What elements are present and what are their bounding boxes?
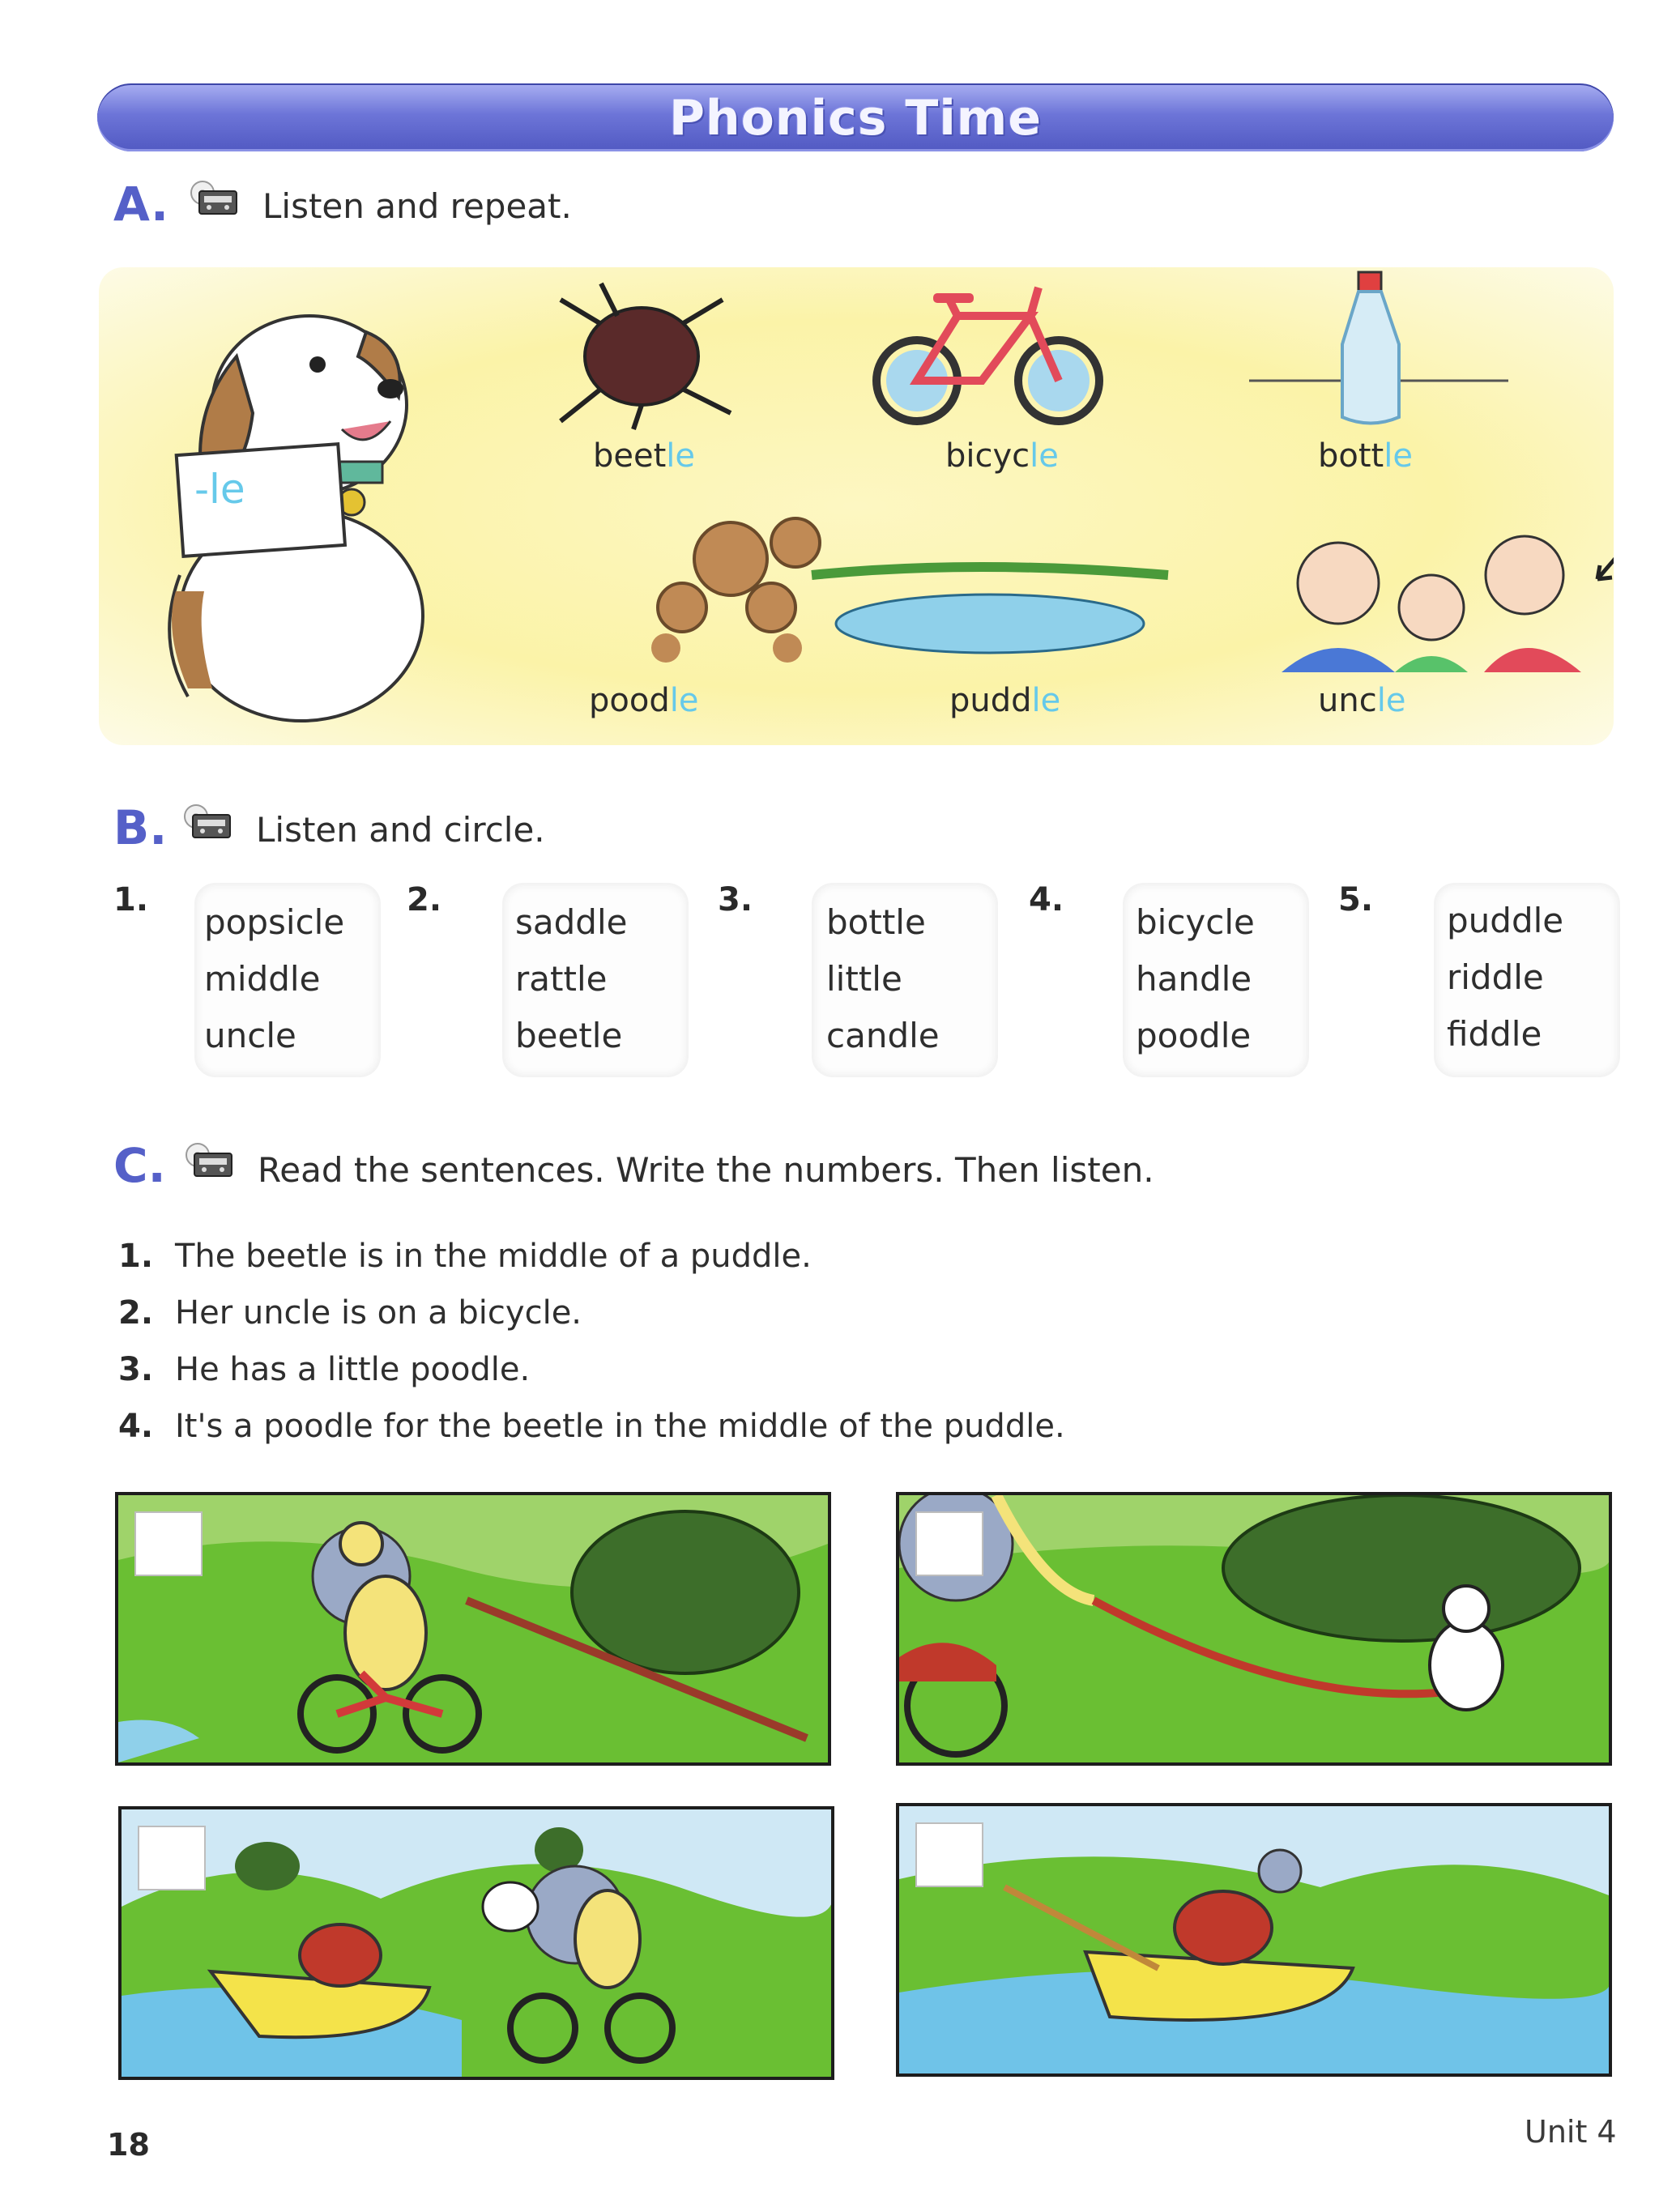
sentence-number: 3. [118, 1351, 154, 1388]
section-c-letter: C. [113, 1138, 166, 1193]
audio-cd-icon [180, 1142, 237, 1179]
section-a-letter: A. [113, 177, 168, 232]
circle-option[interactable]: handle [1136, 959, 1252, 999]
circle-option[interactable]: puddle [1447, 901, 1564, 940]
answer-box[interactable] [138, 1826, 206, 1890]
le-card-label: -le [194, 466, 245, 513]
circle-group-words [1447, 893, 1563, 1063]
circle-option[interactable]: uncle [204, 1016, 296, 1055]
section-c-instruction: Read the sentences. Write the numbers. Then listen. [258, 1150, 1154, 1190]
banner-title: Phonics Time [668, 90, 1043, 147]
circle-option[interactable]: popsicle [204, 902, 345, 942]
circle-group-words [1136, 894, 1255, 1064]
scene-panel-beetle-boat [896, 1803, 1612, 2077]
sentence-number: 4. [118, 1408, 154, 1445]
sentence-text: Her uncle is on a bicycle. [175, 1294, 582, 1332]
circle-option[interactable]: fiddle [1447, 1014, 1542, 1054]
uncle-family-illustration [1282, 536, 1614, 672]
section-a-instruction: Listen and repeat. [262, 186, 572, 226]
circle-option[interactable]: middle [204, 959, 321, 999]
section-b-instruction: Listen and circle. [256, 810, 545, 850]
word-poodle: poodle [589, 682, 699, 719]
dog-illustration [169, 316, 423, 721]
scene-panel-beetle-bicycle [115, 1492, 831, 1766]
audio-cd-icon [178, 803, 235, 841]
circle-option[interactable]: bicycle [1136, 902, 1255, 942]
unit-label: Unit 4 [1525, 2114, 1617, 2150]
circle-group-words [515, 894, 627, 1064]
circle-group-number: 2. [407, 881, 442, 918]
word-bottle: bottle [1318, 437, 1413, 475]
circle-group-number: 5. [1338, 881, 1374, 918]
sentence-text: It's a poodle for the beetle in the middle of the puddle. [175, 1408, 1065, 1445]
circle-group-words [826, 894, 940, 1064]
word-uncle: uncle [1318, 682, 1406, 719]
section-b-letter: B. [113, 800, 168, 855]
poodle-illustration [651, 518, 820, 663]
circle-option[interactable]: poodle [1136, 1016, 1252, 1055]
beetle-illustration [561, 283, 731, 429]
audio-cd-icon [185, 180, 241, 217]
circle-option[interactable]: bottle [826, 902, 926, 942]
answer-box[interactable] [915, 1822, 983, 1887]
circle-option[interactable]: beetle [515, 1016, 623, 1055]
picture-word-area [99, 267, 1614, 745]
scene-panel-boat-and-bicycle [118, 1806, 834, 2080]
word-bicycle: bicycle [945, 437, 1059, 475]
scene-panel-poodle-leash [896, 1492, 1612, 1766]
word-beetle: beetle [593, 437, 696, 475]
sentence-text: He has a little poodle. [175, 1351, 531, 1388]
circle-option[interactable]: saddle [515, 902, 628, 942]
circle-option[interactable]: candle [826, 1016, 940, 1055]
puddle-illustration [812, 567, 1168, 653]
word-puddle: puddle [949, 682, 1061, 719]
phonics-time-banner [97, 83, 1614, 151]
sentence-text: The beetle is in the middle of a puddle. [175, 1238, 812, 1275]
circle-option[interactable]: little [826, 959, 902, 999]
sentence-number: 2. [118, 1294, 154, 1332]
answer-box[interactable] [915, 1511, 983, 1576]
page-number: 18 [107, 2127, 150, 2163]
circle-group-words [204, 894, 344, 1064]
sentence-number: 1. [118, 1238, 154, 1275]
circle-option[interactable]: riddle [1447, 957, 1544, 997]
circle-group-number: 1. [113, 881, 149, 918]
circle-group-number: 4. [1029, 881, 1064, 918]
bottle-illustration [1249, 272, 1508, 424]
circle-option[interactable]: rattle [515, 959, 608, 999]
circle-group-number: 3. [718, 881, 753, 918]
bicycle-illustration [876, 288, 1099, 421]
answer-box[interactable] [134, 1511, 203, 1576]
